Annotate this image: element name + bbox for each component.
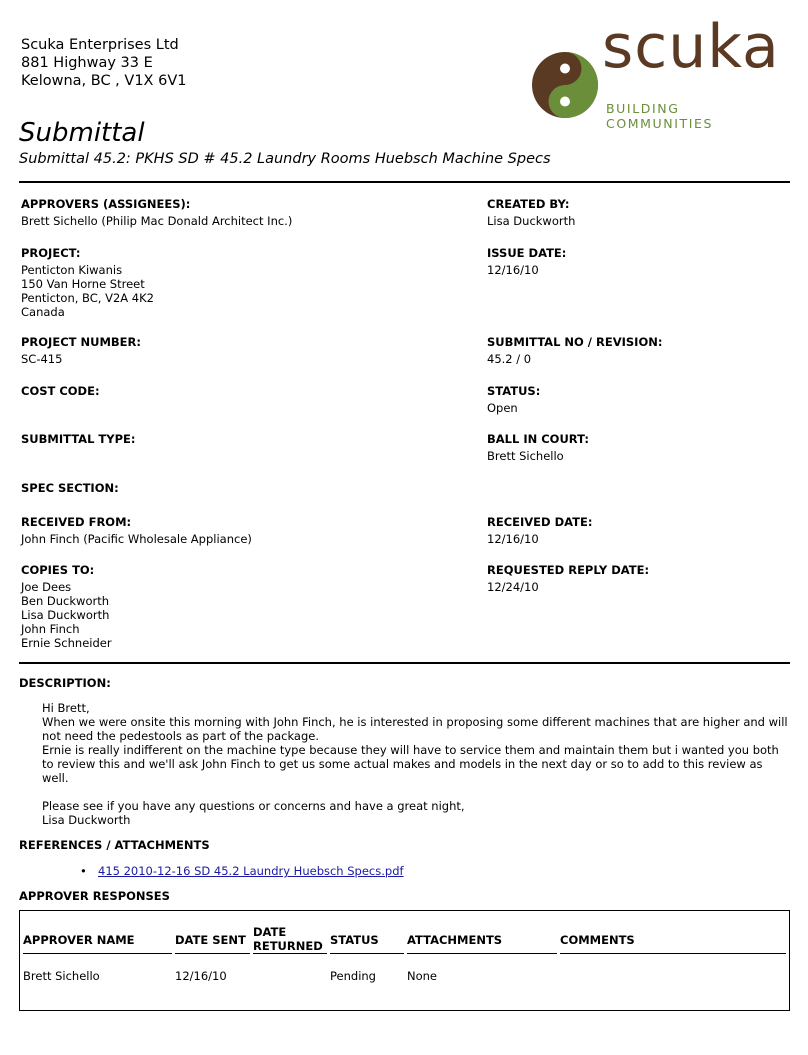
- copies-to-name: Ernie Schneider: [21, 636, 112, 650]
- project-line: Penticton Kiwanis: [21, 263, 123, 277]
- field-value: 12/24/10: [487, 580, 539, 594]
- copies-to-name: Ben Duckworth: [21, 594, 110, 608]
- page-title: Submittal: [19, 118, 145, 148]
- field-label: APPROVERS (ASSIGNEES):: [21, 197, 191, 211]
- column-underline: [560, 953, 786, 954]
- field-copies-to: [21, 563, 112, 650]
- field-label: STATUS:: [487, 384, 541, 398]
- scuka-logo: [530, 12, 790, 131]
- field-label: RECEIVED DATE:: [487, 515, 593, 529]
- field-project-number: [21, 335, 141, 366]
- copies-to-name: Joe Dees: [21, 580, 72, 594]
- header-divider: [19, 181, 790, 183]
- description-greeting: Hi Brett,: [42, 701, 90, 715]
- field-value: 45.2 / 0: [487, 352, 532, 366]
- field-label: CREATED BY:: [487, 197, 570, 211]
- column-underline: [407, 953, 557, 954]
- table-cell-status: Pending: [330, 969, 376, 983]
- column-header-attachments: ATTACHMENTS: [407, 933, 503, 947]
- field-requested-reply-date: [487, 563, 649, 594]
- field-label: SPEC SECTION:: [21, 481, 119, 495]
- field-submittal-no: [487, 335, 662, 366]
- field-received-from: [21, 515, 252, 546]
- column-underline: [175, 953, 250, 954]
- bullet-icon: •: [80, 864, 87, 878]
- approver-responses-label: APPROVER RESPONSES: [19, 889, 170, 903]
- copies-to-name: John Finch: [21, 622, 80, 636]
- field-value: Brett Sichello: [487, 449, 564, 463]
- column-header-date-returned-line2: RETURNED: [253, 939, 323, 953]
- field-label: PROJECT:: [21, 246, 81, 260]
- field-label: SUBMITTAL TYPE:: [21, 432, 136, 446]
- field-spec-section: [21, 481, 119, 498]
- company-address-line2: Kelowna, BC , V1X 6V1: [21, 73, 187, 89]
- copies-to-name: Lisa Duckworth: [21, 608, 110, 622]
- field-project: [21, 246, 154, 319]
- description-label: DESCRIPTION:: [19, 676, 111, 690]
- field-label: SUBMITTAL NO / REVISION:: [487, 335, 663, 349]
- description-paragraph: Ernie is really indifferent on the machine type because they will have to service them and maintain them but i wanted you both to review this and we'll ask John Finch to get us some actual makes and models in the next day or so to add to this review as well.: [42, 743, 779, 785]
- table-cell-attachments: None: [407, 969, 438, 983]
- table-cell-date-sent: 12/16/10: [175, 969, 227, 983]
- company-name: Scuka Enterprises Ltd: [21, 37, 179, 53]
- column-header-date-sent: DATE SENT: [175, 933, 246, 947]
- project-line: Penticton, BC, V2A 4K2: [21, 291, 154, 305]
- field-label: RECEIVED FROM:: [21, 515, 132, 529]
- field-submittal-type: [21, 432, 135, 449]
- company-address-block: [21, 36, 186, 90]
- field-received-date: [487, 515, 592, 546]
- field-value: SC-415: [21, 352, 63, 366]
- page-subtitle: Submittal 45.2: PKHS SD # 45.2 Laundry Rooms Huebsch Machine Specs: [19, 151, 551, 167]
- table-cell-approver-name: Brett Sichello: [23, 969, 100, 983]
- field-status: [487, 384, 540, 415]
- project-line: 150 Van Horne Street: [21, 277, 145, 291]
- column-header-date-returned-line1: DATE: [253, 925, 287, 939]
- field-approvers: [21, 197, 292, 228]
- project-line: Canada: [21, 305, 65, 319]
- column-header-date-returned: [253, 925, 323, 953]
- field-value: Brett Sichello (Philip Mac Donald Architect Inc.): [21, 214, 293, 228]
- logo-wordmark: scuka: [602, 12, 780, 82]
- description-body: [42, 701, 790, 827]
- description-closing: Please see if you have any questions or concerns and have a great night,: [42, 799, 465, 813]
- field-label: PROJECT NUMBER:: [21, 335, 141, 349]
- column-underline: [253, 953, 327, 954]
- field-created-by: [487, 197, 575, 228]
- approver-responses-table: [19, 910, 790, 1011]
- field-value: Open: [487, 401, 518, 415]
- field-label: COPIES TO:: [21, 563, 95, 577]
- column-header-comments: COMMENTS: [560, 933, 635, 947]
- description-paragraph: When we were onsite this morning with John Finch, he is interested in proposing some different machines that are higher and will not need the pedestools as part of the package.: [42, 715, 788, 743]
- field-label: BALL IN COURT:: [487, 432, 589, 446]
- references-label: REFERENCES / ATTACHMENTS: [19, 838, 210, 852]
- field-label: REQUESTED REPLY DATE:: [487, 563, 650, 577]
- fields-divider: [19, 662, 790, 664]
- field-value: 12/16/10: [487, 532, 539, 546]
- attachment-list-item: [80, 864, 404, 878]
- scuka-logo-icon: [530, 50, 600, 120]
- field-ball-in-court: [487, 432, 589, 463]
- column-header-approver-name: APPROVER NAME: [23, 933, 135, 947]
- column-header-status: STATUS: [330, 933, 379, 947]
- field-value: 12/16/10: [487, 263, 539, 277]
- attachment-link[interactable]: 415 2010-12-16 SD 45.2 Laundry Huebsch Specs.pdf: [98, 864, 404, 878]
- description-signature: Lisa Duckworth: [42, 813, 131, 827]
- field-label: ISSUE DATE:: [487, 246, 567, 260]
- field-value: John Finch (Pacific Wholesale Appliance): [21, 532, 252, 546]
- field-cost-code: [21, 384, 100, 401]
- field-issue-date: [487, 246, 566, 277]
- column-underline: [330, 953, 404, 954]
- column-underline: [23, 953, 172, 954]
- company-address-line1: 881 Highway 33 E: [21, 55, 153, 71]
- field-label: COST CODE:: [21, 384, 100, 398]
- field-value: Lisa Duckworth: [487, 214, 576, 228]
- logo-tagline: BUILDING COMMUNITIES: [606, 101, 714, 131]
